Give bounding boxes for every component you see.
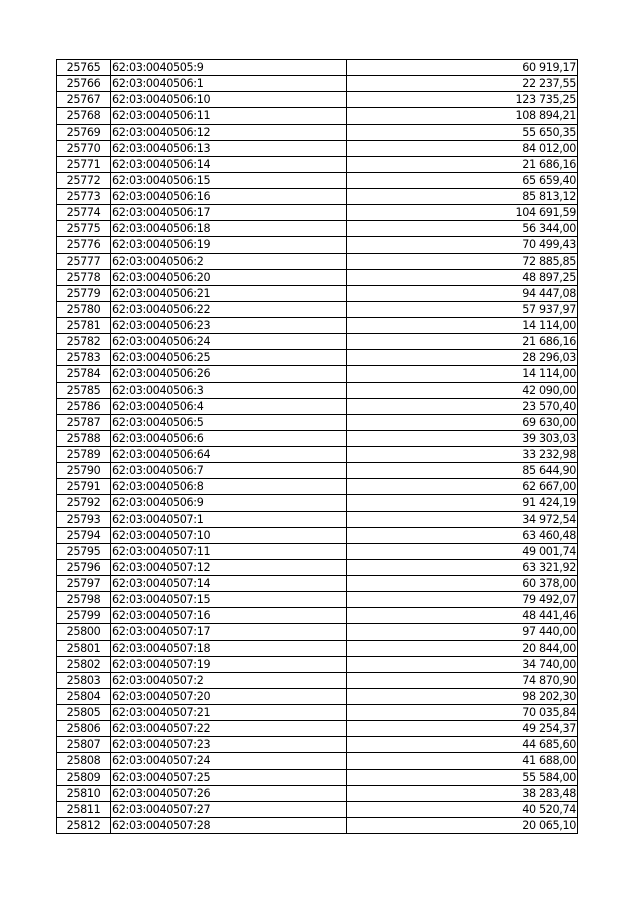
row-number-cell: 25769 <box>57 124 111 140</box>
cadastral-number-cell: 62:03:0040507:24 <box>111 753 347 769</box>
row-number-cell: 25772 <box>57 172 111 188</box>
value-cell: 63 460,48 <box>347 527 578 543</box>
cadastral-number-cell: 62:03:0040507:27 <box>111 801 347 817</box>
table-row <box>57 205 578 221</box>
cadastral-number-cell: 62:03:0040506:25 <box>111 350 347 366</box>
value-cell: 85 813,12 <box>347 189 578 205</box>
table-row <box>57 156 578 172</box>
row-number-cell: 25768 <box>57 108 111 124</box>
row-number-cell: 25791 <box>57 479 111 495</box>
value-cell: 70 035,84 <box>347 705 578 721</box>
table-row <box>57 414 578 430</box>
cadastral-number-cell: 62:03:0040506:12 <box>111 124 347 140</box>
row-number-cell: 25767 <box>57 92 111 108</box>
table-row <box>57 221 578 237</box>
row-number-cell: 25774 <box>57 205 111 221</box>
cadastral-number-cell: 62:03:0040506:7 <box>111 463 347 479</box>
row-number-cell: 25806 <box>57 721 111 737</box>
value-cell: 22 237,55 <box>347 76 578 92</box>
value-cell: 85 644,90 <box>347 463 578 479</box>
row-number-cell: 25801 <box>57 640 111 656</box>
table-row <box>57 463 578 479</box>
row-number-cell: 25790 <box>57 463 111 479</box>
table-row <box>57 366 578 382</box>
value-cell: 28 296,03 <box>347 350 578 366</box>
cadastral-number-cell: 62:03:0040506:14 <box>111 156 347 172</box>
table-row <box>57 76 578 92</box>
value-cell: 21 686,16 <box>347 156 578 172</box>
row-number-cell: 25778 <box>57 269 111 285</box>
row-number-cell: 25779 <box>57 285 111 301</box>
value-cell: 20 844,00 <box>347 640 578 656</box>
value-cell: 20 065,10 <box>347 817 578 833</box>
value-cell: 70 499,43 <box>347 237 578 253</box>
value-cell: 62 667,00 <box>347 479 578 495</box>
cadastral-number-cell: 62:03:0040507:2 <box>111 672 347 688</box>
row-number-cell: 25800 <box>57 624 111 640</box>
row-number-cell: 25796 <box>57 559 111 575</box>
cadastral-number-cell: 62:03:0040506:26 <box>111 366 347 382</box>
value-cell: 104 691,59 <box>347 205 578 221</box>
value-cell: 63 321,92 <box>347 559 578 575</box>
value-cell: 48 441,46 <box>347 608 578 624</box>
cadastral-number-cell: 62:03:0040507:12 <box>111 559 347 575</box>
row-number-cell: 25782 <box>57 334 111 350</box>
row-number-cell: 25803 <box>57 672 111 688</box>
table-row <box>57 334 578 350</box>
value-cell: 79 492,07 <box>347 592 578 608</box>
row-number-cell: 25765 <box>57 60 111 76</box>
table-row <box>57 672 578 688</box>
value-cell: 33 232,98 <box>347 447 578 463</box>
cadastral-number-cell: 62:03:0040506:16 <box>111 189 347 205</box>
table-row <box>57 398 578 414</box>
row-number-cell: 25811 <box>57 801 111 817</box>
cadastral-number-cell: 62:03:0040507:23 <box>111 737 347 753</box>
value-cell: 34 972,54 <box>347 511 578 527</box>
table-row <box>57 543 578 559</box>
value-cell: 91 424,19 <box>347 495 578 511</box>
value-cell: 42 090,00 <box>347 382 578 398</box>
table-row <box>57 430 578 446</box>
row-number-cell: 25798 <box>57 592 111 608</box>
table-row <box>57 447 578 463</box>
value-cell: 49 254,37 <box>347 721 578 737</box>
row-number-cell: 25785 <box>57 382 111 398</box>
table-row <box>57 237 578 253</box>
registry-table-body <box>57 60 578 834</box>
row-number-cell: 25807 <box>57 737 111 753</box>
row-number-cell: 25775 <box>57 221 111 237</box>
value-cell: 21 686,16 <box>347 334 578 350</box>
row-number-cell: 25784 <box>57 366 111 382</box>
row-number-cell: 25776 <box>57 237 111 253</box>
value-cell: 34 740,00 <box>347 656 578 672</box>
row-number-cell: 25810 <box>57 785 111 801</box>
value-cell: 108 894,21 <box>347 108 578 124</box>
table-row <box>57 269 578 285</box>
table-row <box>57 285 578 301</box>
cadastral-number-cell: 62:03:0040507:14 <box>111 576 347 592</box>
cadastral-number-cell: 62:03:0040506:22 <box>111 301 347 317</box>
value-cell: 14 114,00 <box>347 366 578 382</box>
table-row <box>57 92 578 108</box>
cadastral-number-cell: 62:03:0040506:18 <box>111 221 347 237</box>
cadastral-number-cell: 62:03:0040506:15 <box>111 172 347 188</box>
row-number-cell: 25794 <box>57 527 111 543</box>
value-cell: 14 114,00 <box>347 318 578 334</box>
cadastral-number-cell: 62:03:0040506:2 <box>111 253 347 269</box>
table-row <box>57 753 578 769</box>
cadastral-number-cell: 62:03:0040507:22 <box>111 721 347 737</box>
row-number-cell: 25812 <box>57 817 111 833</box>
table-row <box>57 624 578 640</box>
row-number-cell: 25797 <box>57 576 111 592</box>
row-number-cell: 25787 <box>57 414 111 430</box>
cadastral-number-cell: 62:03:0040506:1 <box>111 76 347 92</box>
table-row <box>57 253 578 269</box>
table-row <box>57 189 578 205</box>
row-number-cell: 25808 <box>57 753 111 769</box>
cadastral-number-cell: 62:03:0040506:5 <box>111 414 347 430</box>
table-row <box>57 140 578 156</box>
cadastral-number-cell: 62:03:0040507:26 <box>111 785 347 801</box>
row-number-cell: 25771 <box>57 156 111 172</box>
row-number-cell: 25789 <box>57 447 111 463</box>
table-row <box>57 801 578 817</box>
value-cell: 48 897,25 <box>347 269 578 285</box>
value-cell: 60 378,00 <box>347 576 578 592</box>
row-number-cell: 25766 <box>57 76 111 92</box>
table-row <box>57 527 578 543</box>
cadastral-number-cell: 62:03:0040506:8 <box>111 479 347 495</box>
table-row <box>57 769 578 785</box>
row-number-cell: 25805 <box>57 705 111 721</box>
row-number-cell: 25770 <box>57 140 111 156</box>
value-cell: 40 520,74 <box>347 801 578 817</box>
table-row <box>57 495 578 511</box>
cadastral-number-cell: 62:03:0040507:21 <box>111 705 347 721</box>
cadastral-number-cell: 62:03:0040506:3 <box>111 382 347 398</box>
value-cell: 65 659,40 <box>347 172 578 188</box>
table-row <box>57 705 578 721</box>
table-row <box>57 737 578 753</box>
table-row <box>57 817 578 833</box>
value-cell: 123 735,25 <box>347 92 578 108</box>
cadastral-number-cell: 62:03:0040506:10 <box>111 92 347 108</box>
table-row <box>57 576 578 592</box>
cadastral-number-cell: 62:03:0040506:13 <box>111 140 347 156</box>
value-cell: 38 283,48 <box>347 785 578 801</box>
cadastral-number-cell: 62:03:0040507:10 <box>111 527 347 543</box>
table-row <box>57 124 578 140</box>
table-row <box>57 108 578 124</box>
cadastral-number-cell: 62:03:0040506:24 <box>111 334 347 350</box>
table-row <box>57 511 578 527</box>
row-number-cell: 25786 <box>57 398 111 414</box>
cadastral-number-cell: 62:03:0040506:11 <box>111 108 347 124</box>
table-row <box>57 559 578 575</box>
row-number-cell: 25777 <box>57 253 111 269</box>
value-cell: 84 012,00 <box>347 140 578 156</box>
row-number-cell: 25773 <box>57 189 111 205</box>
cadastral-number-cell: 62:03:0040506:23 <box>111 318 347 334</box>
value-cell: 56 344,00 <box>347 221 578 237</box>
table-row <box>57 301 578 317</box>
value-cell: 60 919,17 <box>347 60 578 76</box>
value-cell: 94 447,08 <box>347 285 578 301</box>
row-number-cell: 25795 <box>57 543 111 559</box>
table-row <box>57 608 578 624</box>
cadastral-number-cell: 62:03:0040507:18 <box>111 640 347 656</box>
cadastral-number-cell: 62:03:0040506:64 <box>111 447 347 463</box>
cadastral-number-cell: 62:03:0040507:16 <box>111 608 347 624</box>
row-number-cell: 25781 <box>57 318 111 334</box>
cadastral-number-cell: 62:03:0040506:17 <box>111 205 347 221</box>
cadastral-number-cell: 62:03:0040505:9 <box>111 60 347 76</box>
value-cell: 39 303,03 <box>347 430 578 446</box>
cadastral-number-cell: 62:03:0040507:19 <box>111 656 347 672</box>
table-row <box>57 382 578 398</box>
value-cell: 74 870,90 <box>347 672 578 688</box>
row-number-cell: 25780 <box>57 301 111 317</box>
table-row <box>57 592 578 608</box>
cadastral-number-cell: 62:03:0040507:15 <box>111 592 347 608</box>
row-number-cell: 25802 <box>57 656 111 672</box>
value-cell: 44 685,60 <box>347 737 578 753</box>
table-row <box>57 172 578 188</box>
value-cell: 23 570,40 <box>347 398 578 414</box>
value-cell: 57 937,97 <box>347 301 578 317</box>
table-row <box>57 721 578 737</box>
cadastral-number-cell: 62:03:0040506:19 <box>111 237 347 253</box>
table-row <box>57 785 578 801</box>
cadastral-number-cell: 62:03:0040507:20 <box>111 688 347 704</box>
value-cell: 98 202,30 <box>347 688 578 704</box>
value-cell: 55 584,00 <box>347 769 578 785</box>
value-cell: 97 440,00 <box>347 624 578 640</box>
table-row <box>57 350 578 366</box>
row-number-cell: 25793 <box>57 511 111 527</box>
row-number-cell: 25809 <box>57 769 111 785</box>
cadastral-number-cell: 62:03:0040506:4 <box>111 398 347 414</box>
table-row <box>57 688 578 704</box>
cadastral-number-cell: 62:03:0040507:1 <box>111 511 347 527</box>
value-cell: 69 630,00 <box>347 414 578 430</box>
table-row <box>57 479 578 495</box>
cadastral-number-cell: 62:03:0040506:6 <box>111 430 347 446</box>
row-number-cell: 25799 <box>57 608 111 624</box>
registry-table <box>56 59 578 834</box>
table-row <box>57 318 578 334</box>
row-number-cell: 25788 <box>57 430 111 446</box>
cadastral-number-cell: 62:03:0040506:21 <box>111 285 347 301</box>
value-cell: 72 885,85 <box>347 253 578 269</box>
value-cell: 55 650,35 <box>347 124 578 140</box>
row-number-cell: 25783 <box>57 350 111 366</box>
cadastral-number-cell: 62:03:0040507:25 <box>111 769 347 785</box>
table-row <box>57 656 578 672</box>
value-cell: 41 688,00 <box>347 753 578 769</box>
row-number-cell: 25804 <box>57 688 111 704</box>
cadastral-number-cell: 62:03:0040507:28 <box>111 817 347 833</box>
cadastral-number-cell: 62:03:0040506:20 <box>111 269 347 285</box>
value-cell: 49 001,74 <box>347 543 578 559</box>
table-row <box>57 640 578 656</box>
table-row <box>57 60 578 76</box>
cadastral-number-cell: 62:03:0040507:17 <box>111 624 347 640</box>
cadastral-number-cell: 62:03:0040506:9 <box>111 495 347 511</box>
row-number-cell: 25792 <box>57 495 111 511</box>
cadastral-number-cell: 62:03:0040507:11 <box>111 543 347 559</box>
